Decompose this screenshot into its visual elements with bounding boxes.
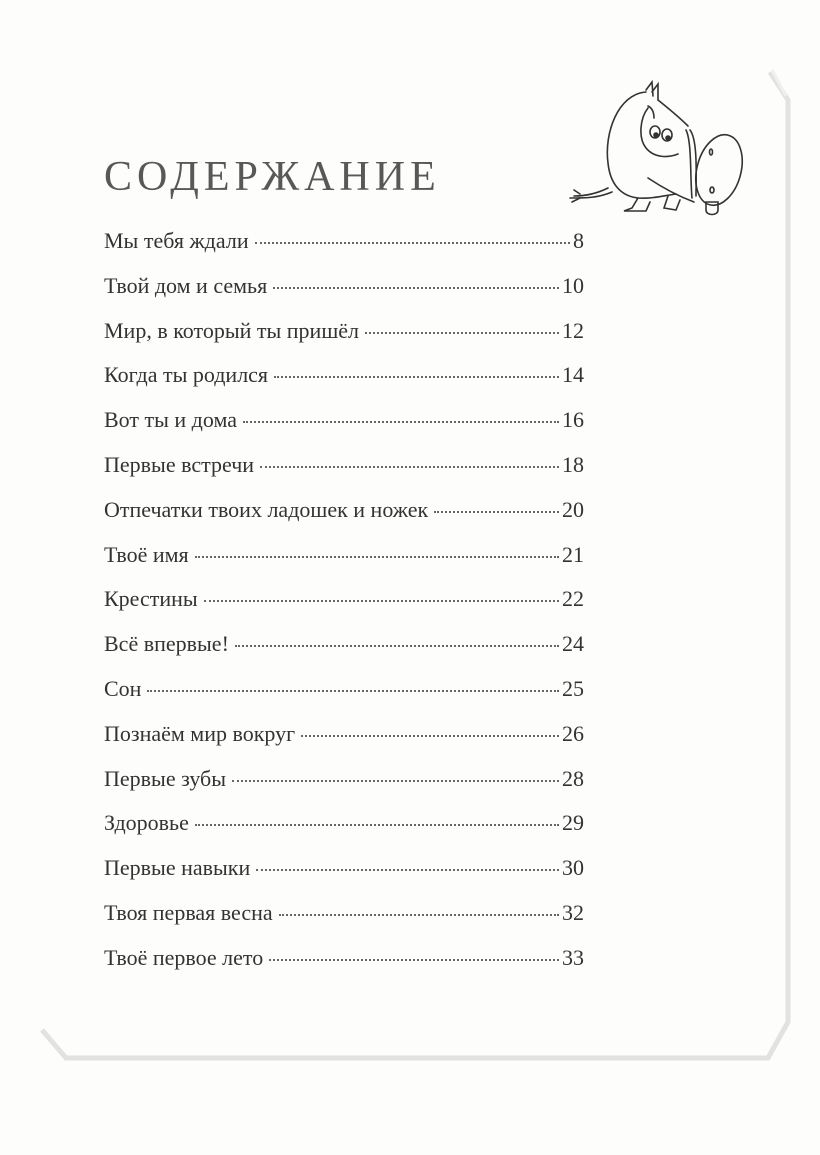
toc-entry-page-number: 22 xyxy=(562,586,584,612)
toc-entry-page-number: 18 xyxy=(562,451,584,477)
toc-entry-title: Первые зубы xyxy=(104,765,226,791)
toc-entry-title: Твой дом и семья xyxy=(104,272,268,298)
toc-entry-title: Первые навыки xyxy=(104,855,251,881)
dotted-leader xyxy=(260,466,559,468)
toc-entry-page-number: 8 xyxy=(573,228,584,253)
toc-entry xyxy=(104,407,584,452)
dotted-leader xyxy=(195,824,559,826)
toc-entry xyxy=(104,318,584,363)
toc-entry-title: Мир, в который ты пришёл xyxy=(104,317,360,343)
toc-entry-title: Отпечатки твоих ладошек и ножек xyxy=(104,496,429,522)
toc-entry-page-number: 33 xyxy=(562,944,584,970)
toc-entry xyxy=(104,855,584,900)
toc-entry-page-number: 25 xyxy=(562,675,584,701)
toc-entry-title: Твоё первое лето xyxy=(104,944,264,970)
toc-entry-page-number: 24 xyxy=(562,631,584,657)
dotted-leader xyxy=(301,735,559,737)
toc-entry-title: Твоё имя xyxy=(104,541,189,567)
toc-entry-title: Познаём мир вокруг xyxy=(104,720,296,746)
toc-entry xyxy=(104,228,584,273)
toc-entry-title: Твоя первая весна xyxy=(104,899,273,925)
toc-entry xyxy=(104,452,584,497)
toc-entry-title: Когда ты родился xyxy=(104,362,269,388)
toc-entry xyxy=(104,586,584,631)
dotted-leader xyxy=(256,869,559,871)
moomin-illustration-icon xyxy=(568,78,753,218)
toc-entry-title: Мы тебя ждали xyxy=(104,228,249,253)
dotted-leader xyxy=(195,556,559,558)
toc-entry-page-number: 28 xyxy=(562,765,584,791)
toc-entry-title: Вот ты и дома xyxy=(104,407,237,433)
dotted-leader xyxy=(274,376,559,378)
toc-entry-page-number: 12 xyxy=(562,317,584,343)
dotted-leader xyxy=(279,914,559,916)
toc-entry-page-number: 14 xyxy=(562,362,584,388)
toc-entry-page-number: 10 xyxy=(562,272,584,298)
toc-entry-title: Первые встречи xyxy=(104,451,255,477)
dotted-leader xyxy=(147,690,559,692)
toc-entry-page-number: 30 xyxy=(562,855,584,881)
toc-entry-page-number: 21 xyxy=(562,541,584,567)
dotted-leader xyxy=(434,511,559,513)
toc-entry-page-number: 32 xyxy=(562,899,584,925)
toc-entry xyxy=(104,766,584,811)
dotted-leader xyxy=(235,645,559,647)
toc-entry xyxy=(104,497,584,542)
dotted-leader xyxy=(232,780,559,782)
dotted-leader xyxy=(243,421,559,423)
toc-entry xyxy=(104,542,584,587)
page-title: СОДЕРЖАНИЕ xyxy=(104,154,441,201)
dotted-leader xyxy=(269,959,559,961)
toc-entry-page-number: 20 xyxy=(562,496,584,522)
toc-entry xyxy=(104,945,584,990)
toc-entry-page-number: 16 xyxy=(562,407,584,433)
toc-entry xyxy=(104,273,584,318)
dotted-leader xyxy=(365,332,559,334)
table-of-contents xyxy=(104,228,584,990)
toc-entry xyxy=(104,362,584,407)
toc-entry-title: Сон xyxy=(104,675,142,701)
toc-entry-title: Крестины xyxy=(104,586,198,612)
toc-entry xyxy=(104,631,584,676)
toc-entry xyxy=(104,676,584,721)
toc-entry-page-number: 29 xyxy=(562,810,584,836)
toc-entry-title: Всё впервые! xyxy=(104,631,229,657)
dotted-leader xyxy=(255,242,570,244)
toc-entry xyxy=(104,900,584,945)
toc-entry-page-number: 26 xyxy=(562,720,584,746)
toc-entry xyxy=(104,721,584,766)
dotted-leader xyxy=(273,287,559,289)
toc-entry xyxy=(104,810,584,855)
toc-entry-title: Здоровье xyxy=(104,810,189,836)
dotted-leader xyxy=(204,600,559,602)
